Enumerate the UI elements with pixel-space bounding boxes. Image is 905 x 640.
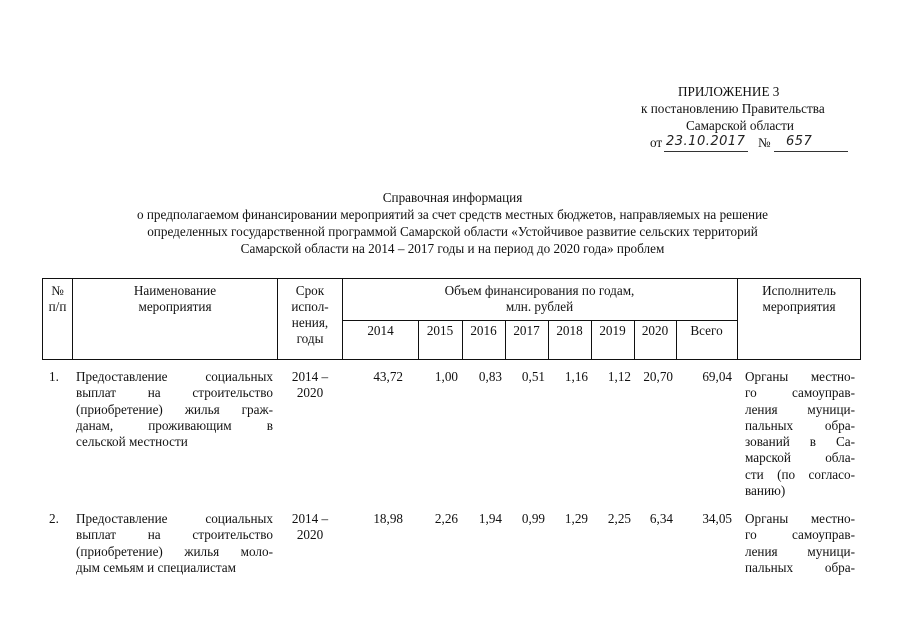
- value-2017: 0,51: [521, 369, 545, 384]
- heading-line-3: определенных государственной программой Самарской области «Устойчивое развитие сельских территорий: [147, 224, 758, 239]
- value-total: 69,04: [702, 369, 732, 384]
- row-executor: Органы местно- го самоуправ- ления муници- пальных обра-: [745, 511, 855, 575]
- col-header-term: Срок испол- нения, годы: [291, 283, 329, 346]
- row-number: 2.: [49, 511, 59, 526]
- appendix-title: ПРИЛОЖЕНИЕ 3: [678, 84, 780, 99]
- row-term: 2014 – 2020: [291, 369, 329, 401]
- value-2017: 0,99: [521, 511, 545, 526]
- value-2016: 1,94: [478, 511, 502, 526]
- value-2020: 6,34: [649, 511, 673, 526]
- col-header-volume: Объем финансирования по годам, млн. рублей: [444, 283, 635, 314]
- appendix-number-handwritten: 657: [786, 134, 813, 149]
- appendix-date-prefix: от: [650, 135, 663, 150]
- value-2019: 2,25: [607, 511, 631, 526]
- appendix-number-prefix: №: [758, 135, 771, 150]
- row-name: Предоставление социальных выплат на строительство (приобретение) жилья моло- дым семьям и специалистам: [76, 511, 273, 575]
- heading-line-2: о предполагаемом финансировании мероприятий за счет средств местных бюджетов, направляемых на решение: [136, 207, 768, 222]
- col-header-num: № п/п: [48, 283, 67, 314]
- value-total: 34,05: [702, 511, 732, 526]
- appendix-region-line: Самарской области: [686, 118, 794, 133]
- year-header-2019: 2019: [599, 323, 626, 338]
- year-header-2016: 2016: [470, 323, 497, 338]
- value-2020: 20,70: [643, 369, 673, 384]
- year-header-2015: 2015: [426, 323, 454, 338]
- year-header-total: Всего: [690, 323, 723, 338]
- year-header-2014: 2014: [367, 323, 394, 338]
- number-underline: [774, 151, 848, 152]
- date-underline: [664, 151, 748, 152]
- value-2015: 2,26: [434, 511, 458, 526]
- heading-line-4: Самарской области на 2014 – 2017 годы и на период до 2020 года» проблем: [240, 241, 665, 256]
- row-number: 1.: [49, 369, 59, 384]
- value-2018: 1,16: [564, 369, 588, 384]
- value-2014: 43,72: [373, 369, 403, 384]
- year-header-2017: 2017: [513, 323, 540, 338]
- row-executor: Органы местно- го самоуправ- ления муници- пальных обра- зований в Са- марской обла- сти (по согласо- ванию): [745, 369, 855, 499]
- appendix-decree-line: к постановлению Правительства: [641, 101, 825, 116]
- year-header-2018: 2018: [556, 323, 583, 338]
- value-2018: 1,29: [564, 511, 588, 526]
- value-2014: 18,98: [373, 511, 403, 526]
- row-term: 2014 – 2020: [291, 511, 329, 543]
- row-name: Предоставление социальных выплат на строительство (приобретение) жилья граж- данам, проживающим в сельской местности: [76, 369, 273, 450]
- col-header-name: Наименование мероприятия: [133, 283, 217, 314]
- value-2019: 1,12: [607, 369, 631, 384]
- year-header-2020: 2020: [641, 323, 669, 338]
- appendix-date-handwritten: 23.10.2017: [666, 134, 746, 149]
- value-2016: 0,83: [478, 369, 502, 384]
- col-header-executor: Исполнитель мероприятия: [762, 283, 836, 314]
- heading-title: Справочная информация: [382, 190, 523, 205]
- value-2015: 1,00: [434, 369, 458, 384]
